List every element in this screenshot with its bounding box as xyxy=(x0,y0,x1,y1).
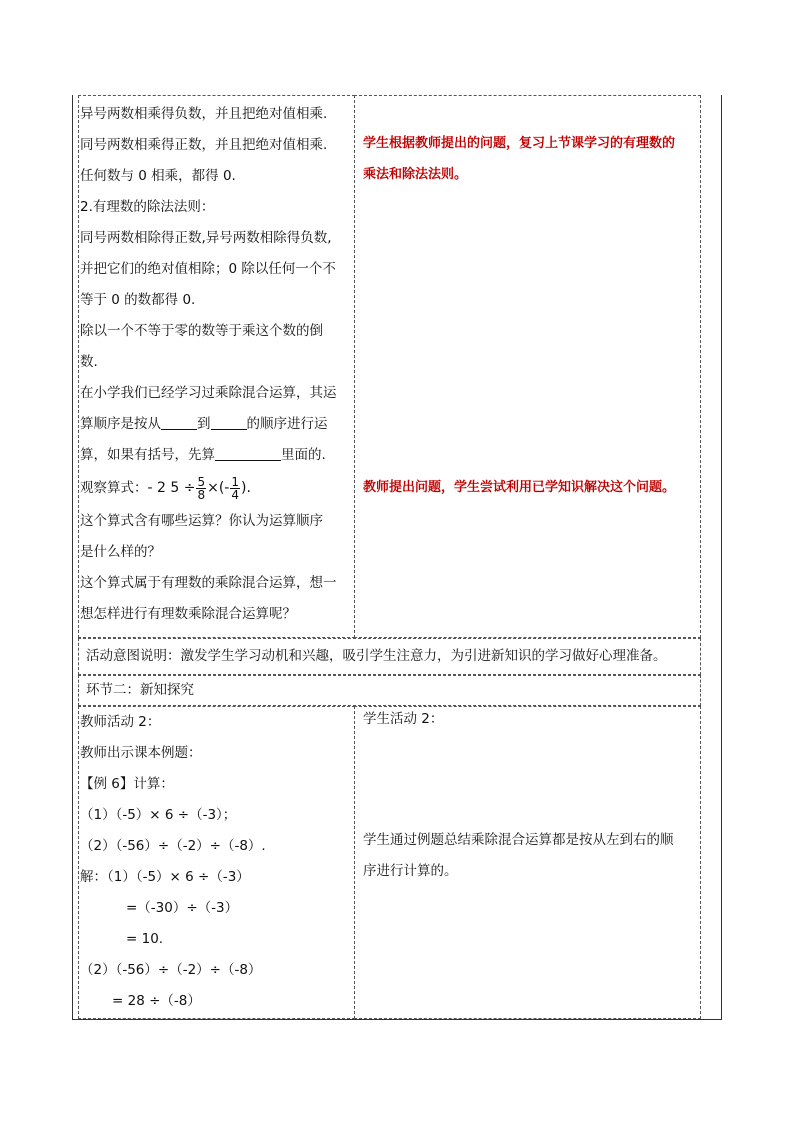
fill-blank xyxy=(161,414,197,430)
text-line: 乘法和除法法则。 xyxy=(363,167,468,182)
text-line: 这个算式属于有理数的乘除混合运算，想一 xyxy=(80,575,337,591)
text-line: 序进行计算的。 xyxy=(363,863,458,879)
text-line: =（-30）÷（-3） xyxy=(126,900,239,916)
student-activity-title: 学生活动 2： xyxy=(363,711,444,727)
student-activity-text xyxy=(355,472,700,503)
text-line: 在小学我们已经学习过乘除混合运算，其运 xyxy=(80,385,337,401)
fill-blank xyxy=(211,414,247,430)
text-line: 同号两数相乘得正数，并且把绝对值相乘. xyxy=(80,137,328,153)
paren-question-line: 算，如果有括号，先算 里面的. xyxy=(80,447,326,463)
order-question-line: 算顺序是按从 到 的顺序进行运 xyxy=(80,416,328,432)
teacher-activity-text xyxy=(80,99,354,630)
text-line: 教师提出问题，学生尝试利用已学知识解决这个问题。 xyxy=(363,480,676,495)
text-line: 解：（1）（-5）× 6 ÷（-3） xyxy=(80,869,250,885)
text-line: （2）（-56）÷（-2）÷（-8）. xyxy=(80,838,266,854)
text-line: 学生通过例题总结乘除混合运算都是按从左到右的顺 xyxy=(363,832,674,848)
intent-text: 活动意图说明：激发学生学习动机和兴趣，吸引学生注意力，为引进新知识的学习做好心理准备。 xyxy=(86,648,667,664)
text-line: 这个算式含有哪些运算？你认为运算顺序 xyxy=(80,513,323,529)
text-line: 任何数与 0 相乘，都得 0. xyxy=(80,168,236,184)
text-line: 同号两数相除得正数,异号两数相除得负数, xyxy=(80,230,332,246)
text-line: 并把它们的绝对值相除；0 除以任何一个不 xyxy=(80,261,336,277)
text-line: 学生根据教师提出的问题，复习上节课学习的有理数的 xyxy=(363,136,676,151)
student-activity-text xyxy=(355,704,700,735)
fraction: $\frac{5}{8}$ xyxy=(197,474,206,502)
teacher-activity-text xyxy=(80,707,354,1017)
text-line: 2.有理数的除法法则： xyxy=(80,199,215,215)
text-line: 是什么样的？ xyxy=(80,544,161,560)
text-line: （2）（-56）÷（-2）÷（-8） xyxy=(80,962,262,978)
stage-title: 环节二：新知探究 xyxy=(86,682,194,698)
student-activity-text xyxy=(355,128,700,190)
expression-line: 观察算式：- 2 5 ÷ $\frac{5}{8}$ ×(- $\frac{1}{4}$ ). xyxy=(80,474,251,502)
text-line: 教师出示课本例题： xyxy=(80,745,202,761)
text-line: 除以一个不等于零的数等于乘这个数的倒 xyxy=(80,323,323,339)
fill-blank xyxy=(215,445,281,461)
text-line: 等于 0 的数都得 0. xyxy=(80,292,196,308)
text-line: 数. xyxy=(80,354,98,370)
text-line: 【例 6】计算： xyxy=(80,776,174,792)
student-activity-text xyxy=(355,825,700,887)
text-line: 异号两数相乘得负数，并且把绝对值相乘. xyxy=(80,106,328,122)
text-line: = 28 ÷（-8） xyxy=(112,993,201,1009)
text-line: （1）（-5）× 6 ÷（-3）； xyxy=(80,807,237,823)
fraction: $\frac{1}{4}$ xyxy=(231,474,239,502)
text-line: 教师活动 2： xyxy=(80,714,161,730)
text-line: = 10. xyxy=(126,931,164,947)
text-line: 想怎样进行有理数乘除混合运算呢？ xyxy=(80,606,296,622)
